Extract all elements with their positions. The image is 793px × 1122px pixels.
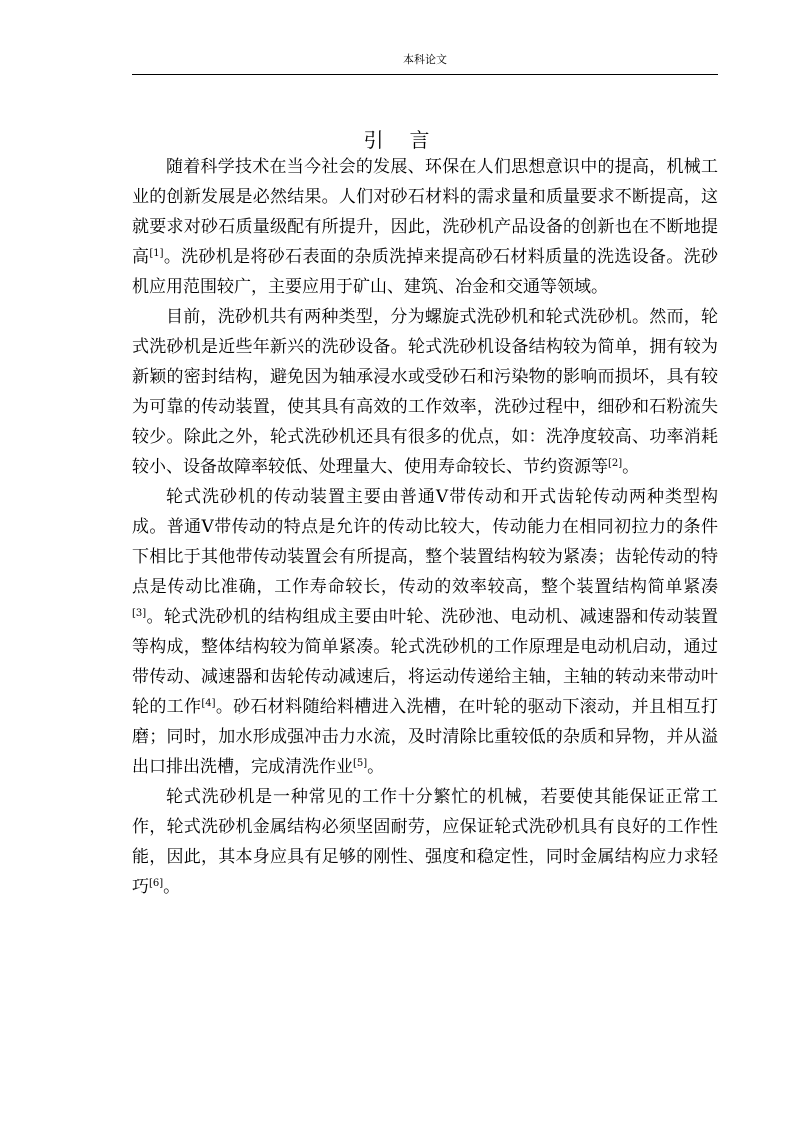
text-span: 。轮式洗砂机的结构组成主要由叶轮、洗砂池、电动机、减速器和传动装置等构成，整体结构较为简单紧凑。轮式洗砂机的工作原理是电动机启动，通过带传动、减速器和齿轮传动减速后，将运动传递给主轴，主轴的转动来带动叶轮的工作	[132, 607, 718, 717]
paragraph	[132, 302, 718, 482]
text-span: 轮式洗砂机的传动装置主要由普通V带传动和开式齿轮传动两种类型构成。普通V带传动的特点是允许的传动比较大，传动能力在相同初拉力的条件下相比于其他带传动装置会有所提高，整个装置结构较为紧凑；齿轮传动的特点是传动比准确，工作寿命较长，传动的效率较高，整个装置结构简单紧凑	[132, 487, 718, 597]
citation: [4]	[201, 698, 216, 709]
paragraph	[132, 152, 718, 302]
citation: [1]	[149, 248, 164, 259]
text-span: 随着科学技术在当今社会的发展、环保在人们思想意识中的提高，机械工业的创新发展是必然结果。人们对砂石材料的需求量和质量要求不断提高，这就要求对砂石质量级配有所提升，因此，洗砂机产品设备的创新也在不断地提高	[132, 157, 718, 267]
text-span: 。砂石材料随给料槽进入洗槽，在叶轮的驱动下滚动，并且相互打磨；同时，加水形成强冲击力水流，及时清除比重较低的杂质和异物，并从溢出口排出洗槽，完成清洗作业	[132, 697, 718, 777]
body-text	[132, 152, 718, 902]
page-header	[132, 52, 718, 75]
citation: [2]	[608, 458, 623, 469]
header-label: 本科论文	[403, 53, 447, 66]
paragraph	[132, 782, 718, 902]
text-span: 。	[367, 757, 385, 777]
text-span: 目前，洗砂机共有两种类型，分为螺旋式洗砂机和轮式洗砂机。然而，轮式洗砂机是近些年新兴的洗砂设备。轮式洗砂机设备结构较为简单，拥有较为新颖的密封结构，避免因为轴承浸水或受砂石和污染物的影响而损坏，具有较为可靠的传动装置，使其具有高效的工作效率，洗砂过程中，细砂和石粉流失较少。除此之外，轮式洗砂机还具有很多的优点，如：洗净度较高、功率消耗较小、设备故障率较低、处理量大、使用寿命较长、节约资源等	[132, 307, 718, 477]
paragraph	[132, 482, 718, 782]
page-title: 引言	[363, 128, 456, 152]
citation: [6]	[149, 878, 164, 889]
text-span: 。	[622, 457, 640, 477]
text-span: 轮式洗砂机是一种常见的工作十分繁忙的机械，若要使其能保证正常工作，轮式洗砂机金属结构必须坚固耐劳，应保证轮式洗砂机具有良好的工作性能，因此，其本身应具有足够的刚性、强度和稳定性，同时金属结构应力求轻巧	[132, 787, 718, 897]
text-span: 。	[163, 877, 181, 897]
text-span: 。洗砂机是将砂石表面的杂质洗掉来提高砂石材料质量的洗选设备。洗砂机应用范围较广，主要应用于矿山、建筑、冶金和交通等领域。	[132, 247, 718, 297]
citation: [5]	[353, 758, 368, 769]
citation: [3]	[132, 608, 147, 619]
